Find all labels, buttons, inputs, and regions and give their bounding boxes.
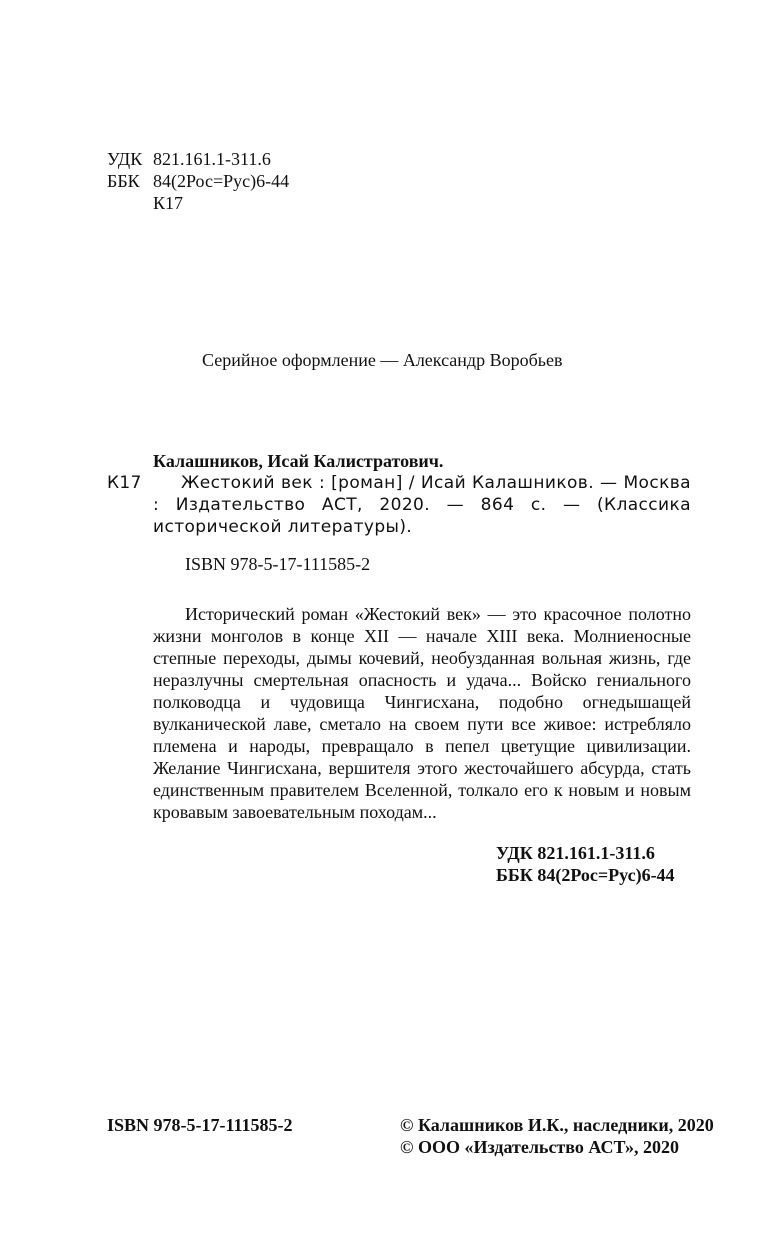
annotation bbox=[153, 603, 691, 823]
bbk-value: 84(2Рос=Рус)6-44 bbox=[153, 171, 290, 191]
bibliographic-description-text: Жестокий век : [роман] / Исай Калашников. — Москва : Издательство АСТ, 2020. — 864 с. — (Классика исторической литературы). bbox=[153, 473, 691, 537]
bibliographic-description bbox=[153, 472, 691, 538]
series-design-credit: Серийное оформление — Александр Воробьев bbox=[202, 350, 563, 370]
copyright-author: © Калашников И.К., наследники, 2020 bbox=[400, 1115, 714, 1135]
udk-label: УДК bbox=[107, 149, 143, 169]
author-heading: Калашников, Исай Калистратович. bbox=[153, 451, 444, 471]
udk-value: 821.161.1-311.6 bbox=[153, 149, 271, 169]
udk-bottom: УДК 821.161.1-311.6 bbox=[496, 843, 655, 863]
bbk-label: ББК bbox=[107, 171, 140, 191]
bbk-bottom: ББК 84(2Рос=Рус)6-44 bbox=[496, 865, 675, 885]
author-mark-top: К17 bbox=[153, 193, 184, 213]
bbk-line bbox=[107, 170, 289, 192]
card-isbn: ISBN 978-5-17-111585-2 bbox=[185, 554, 371, 574]
udk-line bbox=[107, 148, 271, 170]
author-mark-card: К17 bbox=[107, 473, 142, 493]
annotation-text: Исторический роман «Жестокий век» — это красочное полотно жизни монголов в конце XII — начале XIII века. Молниеносные степные переходы, дымы кочевий, необузданная вольная жизнь, где неразлучны смертельная опасность и удача... Войско гениального полководца и чудовища Чингисхана, подобно огнедышащей вулканической лаве, сметало на своем пути все живое: истребляло племена и народы, превращало в пепел цветущие цивилизации. Желание Чингисхана, вершителя этого жесточайшего абсурда, стать единственным правителем Вселенной, толкало его к новым и новым кровавым завоевательным походам... bbox=[153, 604, 691, 822]
copyright-publisher: © ООО «Издательство АСТ», 2020 bbox=[400, 1137, 680, 1157]
footer-isbn: ISBN 978-5-17-111585-2 bbox=[107, 1115, 293, 1135]
